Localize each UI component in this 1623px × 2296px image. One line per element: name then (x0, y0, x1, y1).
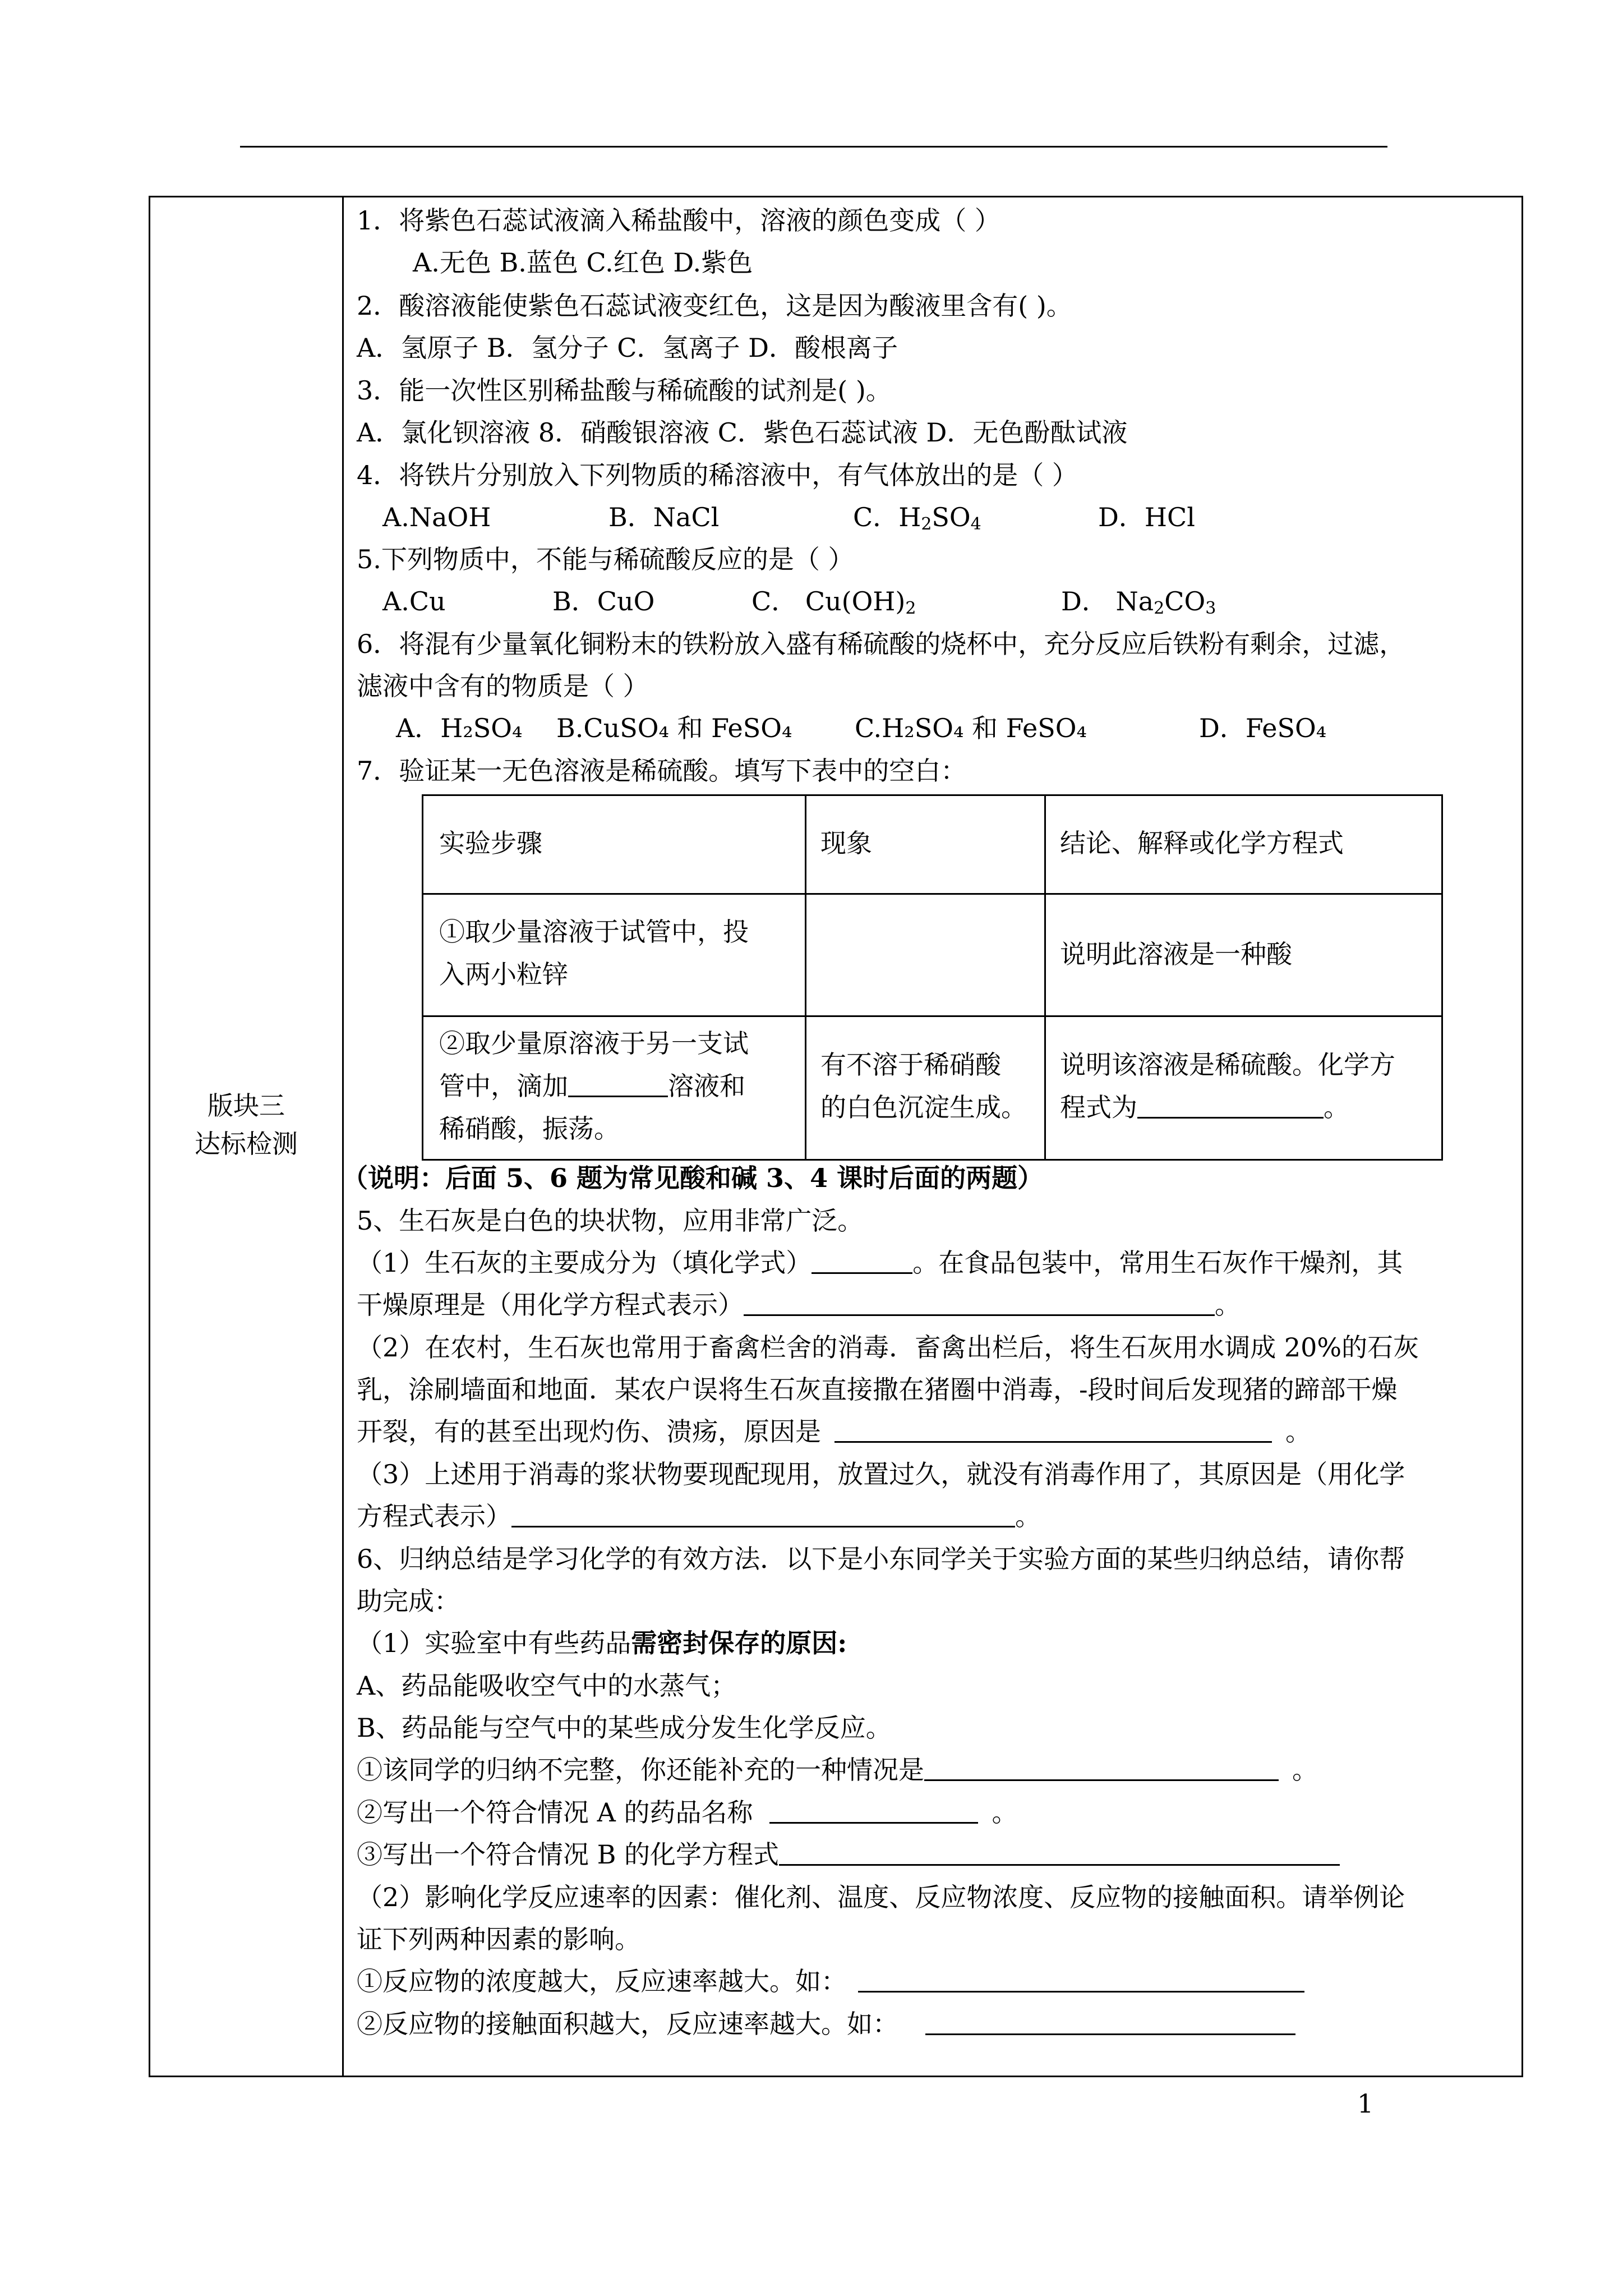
q7-stem: 7．验证某一无色溶液是稀硫酸。填写下表中的空白： (357, 756, 967, 786)
q4-option-b: B．NaCl (608, 502, 720, 532)
answer-blank[interactable] (925, 2011, 1295, 2035)
section-label-line1: 版块三 (208, 1091, 285, 1121)
q4-option-d: D．HCl (1098, 502, 1195, 532)
q3-stem: 3．能一次性区别稀盐酸与稀硫酸的试剂是( )。 (357, 375, 892, 406)
q4-option-c: C．$H_2SO_4$ (853, 502, 981, 534)
section-label (150, 1087, 342, 1163)
table-rule (423, 1015, 1441, 1017)
answer-blank[interactable] (568, 1073, 668, 1097)
q5a-option-b: B．CuO (552, 586, 655, 616)
answer-blank[interactable] (858, 1968, 1304, 1993)
answer-blank[interactable] (1137, 1094, 1324, 1119)
q1-options: A.无色 B.蓝色 C.红色 D.紫色 (413, 247, 753, 278)
page-number: 1 (1357, 2088, 1374, 2119)
q6b-line1: 6、归纳总结是学习化学的有效方法．以下是小东同学关于实验方面的某些归纳总结，请你帮 (357, 1544, 1405, 1574)
q6b-rate2: ②反应物的接触面积越大，反应速率越大。如： (357, 2007, 1295, 2041)
answer-blank[interactable] (834, 1419, 1272, 1443)
q2-options: A．氢原子 B．氢分子 C．氢离子 D．酸根离子 (357, 333, 898, 363)
q4-option-a: A.NaOH (382, 502, 491, 532)
q6b-case-a: A、药品能吸收空气中的水蒸气； (357, 1671, 737, 1701)
q5b-part2-line2: 乳，涂刷墙面和地面．某农户误将生石灰直接撒在猪圈中消毒，-段时间后发现猪的蹄部干燥 (357, 1374, 1398, 1405)
q5a-stem: 5.下列物质中，不能与稀硫酸反应的是（ ） (357, 544, 854, 574)
q6b-item2: ②写出一个符合情况 A 的药品名称 。 (357, 1797, 1018, 1828)
row1-step: ①取少量溶液于试管中，投 入两小粒锌 (439, 917, 749, 990)
answer-blank[interactable] (744, 1292, 1215, 1316)
q6a-option-d: D．FeSO₄ (1199, 713, 1327, 743)
answer-blank[interactable] (779, 1842, 1340, 1866)
answer-blank[interactable] (924, 1757, 1279, 1781)
q5b-part3-line2: 方程式表示） 。 (357, 1501, 1041, 1531)
answer-blank[interactable] (511, 1503, 1015, 1527)
q5a-option-a: A.Cu (382, 586, 446, 616)
header-rule (240, 146, 1387, 148)
row2-phenomenon: 有不溶于稀硝酸 的白色沉淀生成。 (820, 1050, 1027, 1122)
q2-stem: 2．酸溶液能使紫色石蕊试液变红色，这是因为酸液里含有( )。 (357, 291, 1072, 321)
answer-blank[interactable] (769, 1800, 978, 1824)
table-header-step: 实验步骤 (439, 828, 542, 858)
q5b-part1-line2: 干燥原理是（用化学方程式表示） 。 (357, 1290, 1241, 1320)
section-label-line2: 达标检测 (195, 1129, 298, 1159)
table-header-phenomenon: 现象 (820, 828, 872, 858)
q6b-item3: ③写出一个符合情况 B 的化学方程式 (357, 1838, 1340, 1871)
q6a-line1: 6．将混有少量氧化铜粉末的铁粉放入盛有稀硫酸的烧杯中，充分反应后铁粉有剩余，过滤， (357, 629, 1405, 659)
q6b-part2-line2: 证下列两种因素的影响。 (357, 1924, 640, 1954)
q5b-stem: 5、生石灰是白色的块状物，应用非常广泛。 (357, 1205, 864, 1236)
row2-conclusion: 说明该溶液是稀硫酸。化学方 程式为 。 (1060, 1050, 1395, 1122)
q6a-line2: 滤液中含有的物质是（ ） (357, 671, 649, 701)
q5a-option-d: D． $Na_2CO_3$ (1061, 586, 1216, 618)
q6a-option-c: C.H₂SO₄ 和 FeSO₄ (855, 713, 1087, 743)
q6a-option-a: A．H₂SO₄ (396, 713, 523, 743)
q5b-part2-line1: （2）在农村，生石灰也常用于畜禽栏舍的消毒．畜禽出栏后，将生石灰用水调成 20%的石灰 (357, 1332, 1419, 1363)
answer-blank[interactable] (811, 1250, 912, 1274)
column-divider (342, 197, 344, 2076)
q5b-part2-line3: 开裂，有的甚至出现灼伤、溃疡，原因是 。 (357, 1416, 1311, 1447)
q6b-part1-heading: （1）实验室中有些药品需密封保存的原因: (357, 1628, 847, 1658)
q5b-part1-line1: （1）生石灰的主要成分为（填化学式） 。在食品包装中，常用生石灰作干燥剂，其 (357, 1248, 1403, 1278)
q6b-part2-line1: （2）影响化学反应速率的因素：催化剂、温度、反应物浓度、反应物的接触面积。请举例论 (357, 1882, 1405, 1912)
q5a-option-c: C． $Cu(OH)_2$ (751, 586, 916, 618)
experiment-table (422, 794, 1443, 1161)
q6b-rate1: ①反应物的浓度越大，反应速率越大。如： (357, 1964, 1304, 1998)
q1-stem: 1．将紫色石蕊试液滴入稀盐酸中，溶液的颜色变成（ ） (357, 205, 1000, 236)
row1-conclusion: 说明此溶液是一种酸 (1060, 939, 1292, 969)
row2-step: ②取少量原溶液于另一支试 管中，滴加 溶液和 稀硝酸，振荡。 (439, 1028, 749, 1144)
q6b-item1: ①该同学的归纳不完整，你还能补充的一种情况是 。 (357, 1755, 1318, 1785)
q4-stem: 4．将铁片分别放入下列物质的稀溶液中，有气体放出的是（ ） (357, 460, 1078, 490)
q6a-option-b: B.CuSO₄ 和 FeSO₄ (556, 713, 792, 743)
table-header-conclusion: 结论、解释或化学方程式 (1060, 828, 1344, 858)
q6b-line2: 助完成： (357, 1586, 460, 1616)
q6b-case-b: B、药品能与空气中的某些成分发生化学反应。 (357, 1713, 892, 1743)
note: （说明：后面 5、6 题为常见酸和碱 3、4 课时后面的两题） (342, 1163, 1044, 1193)
table-rule (423, 893, 1441, 895)
q3-options: A．氯化钡溶液 8．硝酸银溶液 C．紫色石蕊试液 D．无色酚酞试液 (357, 417, 1128, 448)
q5b-part3-line1: （3）上述用于消毒的浆状物要现配现用，放置过久，就没有消毒作用了，其原因是（用化学 (357, 1459, 1405, 1489)
